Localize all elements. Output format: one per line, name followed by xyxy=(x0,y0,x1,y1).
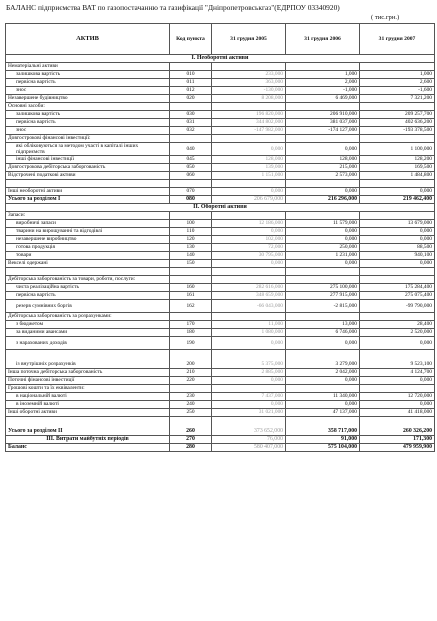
value-2006: 0,000 xyxy=(286,401,360,409)
row-code: 070 xyxy=(170,188,212,196)
table-row xyxy=(6,268,435,276)
row-code: 162 xyxy=(170,300,212,313)
value-2006: 6 746,000 xyxy=(286,329,360,337)
value-2006 xyxy=(286,313,360,321)
value-2006 xyxy=(286,63,360,71)
value-2007: 1 100,000 xyxy=(360,143,435,156)
row-code: 080 xyxy=(170,196,212,204)
row-code: 230 xyxy=(170,393,212,401)
row-code xyxy=(170,63,212,71)
row-code: 260 xyxy=(170,417,212,436)
row-label: Грошові кошти та їх еквіваленти: xyxy=(6,385,170,393)
row-label: Довгострокові фінансові інвестиції: xyxy=(6,135,170,143)
row-label: Нематеріальні активи xyxy=(6,63,170,71)
table-row xyxy=(6,228,435,236)
row-label: з нарахованих доходів xyxy=(6,337,170,350)
row-label: в іноземній валюті xyxy=(6,401,170,409)
value-2007 xyxy=(360,103,435,111)
value-2006: 358 717,000 xyxy=(286,417,360,436)
header-2005: 31 грудня 2005 xyxy=(212,24,286,55)
table-row xyxy=(6,300,435,313)
row-code: 240 xyxy=(170,401,212,409)
value-2007: 0,000 xyxy=(360,260,435,268)
table-row xyxy=(6,212,435,220)
value-2005: 5 375,000 xyxy=(212,350,286,369)
value-2007: 402 636,200 xyxy=(360,119,435,127)
value-2005: 344 802,000 xyxy=(212,119,286,127)
value-2006 xyxy=(286,276,360,284)
row-code xyxy=(170,180,212,188)
row-label: Інші необоротні активи xyxy=(6,188,170,196)
value-2006: 0,000 xyxy=(286,228,360,236)
table-row xyxy=(6,111,435,119)
row-code: 031 xyxy=(170,119,212,127)
value-2005 xyxy=(212,212,286,220)
row-label: залишкова вартість xyxy=(6,71,170,79)
value-2007: 1 484,800 xyxy=(360,172,435,180)
table-row xyxy=(6,164,435,172)
value-2006: 250,000 xyxy=(286,244,360,252)
value-2006: 11 579,000 xyxy=(286,220,360,228)
value-2005: 12 186,000 xyxy=(212,220,286,228)
value-2006: 0,000 xyxy=(286,337,360,350)
table-row xyxy=(6,236,435,244)
value-2006 xyxy=(286,385,360,393)
value-2007: 0,000 xyxy=(360,228,435,236)
value-2005: 11,000 xyxy=(212,321,286,329)
row-code: 060 xyxy=(170,172,212,180)
row-label: за виданими авансами xyxy=(6,329,170,337)
value-2006: 3 279,000 xyxy=(286,350,360,369)
value-2006: 0,000 xyxy=(286,188,360,196)
value-2007: 219 462,400 xyxy=(360,196,435,204)
table-row xyxy=(6,369,435,377)
value-2006: -174 127,000 xyxy=(286,127,360,135)
row-code: 270 xyxy=(170,436,212,444)
total-row xyxy=(6,196,435,204)
value-2007 xyxy=(360,385,435,393)
value-2005: 206 679,000 xyxy=(212,196,286,204)
value-2006: 91,000 xyxy=(286,436,360,444)
value-2005: -130,000 xyxy=(212,87,286,95)
value-2007: 2,600 xyxy=(360,79,435,87)
value-2005 xyxy=(212,385,286,393)
value-2006: 2 573,000 xyxy=(286,172,360,180)
row-label: з бюджетом xyxy=(6,321,170,329)
value-2007 xyxy=(360,276,435,284)
row-label: первісна вартість xyxy=(6,292,170,300)
section-title: ІІ. Оборотні активи xyxy=(6,204,435,212)
value-2005: 1 080,000 xyxy=(212,329,286,337)
value-2007: -99 790,000 xyxy=(360,300,435,313)
row-code: 220 xyxy=(170,377,212,385)
value-2007: 128,200 xyxy=(360,156,435,164)
value-2007: 0,000 xyxy=(360,401,435,409)
value-2007 xyxy=(360,135,435,143)
value-2007: 9 523,100 xyxy=(360,350,435,369)
value-2005: 0,000 xyxy=(212,188,286,196)
value-2006: 6 469,000 xyxy=(286,95,360,103)
value-2007: 7 321,200 xyxy=(360,95,435,103)
value-2007: -193 378,500 xyxy=(360,127,435,135)
section-header-row xyxy=(6,204,435,212)
value-2005: 1 151,000 xyxy=(212,172,286,180)
table-row xyxy=(6,409,435,417)
table-row xyxy=(6,79,435,87)
balance-table xyxy=(5,23,435,452)
row-label: Дебіторська заборгованість за товари, роботи, послуги: xyxy=(6,276,170,284)
value-2005: 8 208,000 xyxy=(212,95,286,103)
value-2007: 171,300 xyxy=(360,436,435,444)
header-2007: 31 грудня 2007 xyxy=(360,24,435,55)
row-code: 110 xyxy=(170,228,212,236)
value-2005: 0,000 xyxy=(212,260,286,268)
value-2007: 13 679,000 xyxy=(360,220,435,228)
value-2005: 76,000 xyxy=(212,436,286,444)
value-2007: 940,100 xyxy=(360,252,435,260)
table-row xyxy=(6,87,435,95)
total-row xyxy=(6,436,435,444)
value-2007 xyxy=(360,212,435,220)
row-code: 130 xyxy=(170,244,212,252)
row-code: 050 xyxy=(170,164,212,172)
value-2006: 277 915,000 xyxy=(286,292,360,300)
table-row xyxy=(6,321,435,329)
value-2007: 12 720,000 xyxy=(360,393,435,401)
value-2006: 216 296,000 xyxy=(286,196,360,204)
row-label: Відстрочені податкові активи xyxy=(6,172,170,180)
value-2005: 196 820,000 xyxy=(212,111,286,119)
row-label: Усього за розділом І xyxy=(6,196,170,204)
row-label: Незавершене будівництво xyxy=(6,95,170,103)
row-code xyxy=(170,135,212,143)
header-aktiv: АКТИВ xyxy=(6,24,170,55)
table-row xyxy=(6,393,435,401)
table-row xyxy=(6,172,435,180)
row-code: 040 xyxy=(170,143,212,156)
value-2006: 0,000 xyxy=(286,260,360,268)
table-row xyxy=(6,401,435,409)
row-code xyxy=(170,103,212,111)
table-row xyxy=(6,276,435,284)
value-2005 xyxy=(212,313,286,321)
value-2005: 0,000 xyxy=(212,228,286,236)
row-code xyxy=(170,212,212,220)
value-2005 xyxy=(212,103,286,111)
value-2005: 363,000 xyxy=(212,79,286,87)
value-2006 xyxy=(286,180,360,188)
value-2005 xyxy=(212,276,286,284)
value-2007 xyxy=(360,313,435,321)
row-label: Усього за розділом ІІ xyxy=(6,417,170,436)
value-2006: -2 815,000 xyxy=(286,300,360,313)
row-code: 012 xyxy=(170,87,212,95)
value-2007 xyxy=(360,180,435,188)
value-2005: -66 043,000 xyxy=(212,300,286,313)
row-code: 100 xyxy=(170,220,212,228)
table-row xyxy=(6,313,435,321)
table-row xyxy=(6,95,435,103)
total-row xyxy=(6,444,435,452)
value-2007: 4 124,700 xyxy=(360,369,435,377)
row-label: тварини на вирощуванні та відгодівлі xyxy=(6,228,170,236)
row-code: 020 xyxy=(170,95,212,103)
value-2007 xyxy=(360,63,435,71)
value-2005: 348 659,000 xyxy=(212,292,286,300)
table-row xyxy=(6,220,435,228)
row-label: Інша поточна дебіторська заборгованість xyxy=(6,369,170,377)
value-2007: 0,000 xyxy=(360,236,435,244)
value-2006: 575 104,000 xyxy=(286,444,360,452)
value-2006: 0,000 xyxy=(286,377,360,385)
section-title: І. Необоротні активи xyxy=(6,55,435,63)
row-code: 140 xyxy=(170,252,212,260)
value-2005: 233,000 xyxy=(212,71,286,79)
row-label: Довгострокова дебіторська заборгованість xyxy=(6,164,170,172)
value-2007: 479 959,900 xyxy=(360,444,435,452)
row-code: 280 xyxy=(170,444,212,452)
value-2005: 102,000 xyxy=(212,236,286,244)
value-2006: 1 231,000 xyxy=(286,252,360,260)
value-2006: 206 910,000 xyxy=(286,111,360,119)
row-label: інші фінансові інвестиції xyxy=(6,156,170,164)
table-row xyxy=(6,377,435,385)
value-2007: 275 075,400 xyxy=(360,292,435,300)
value-2006: 215,000 xyxy=(286,164,360,172)
value-2006: 1,000 xyxy=(286,71,360,79)
value-2005: 139,000 xyxy=(212,164,286,172)
value-2005: 72,000 xyxy=(212,244,286,252)
row-label: первісна вартість xyxy=(6,119,170,127)
value-2006: 2,000 xyxy=(286,79,360,87)
table-row xyxy=(6,252,435,260)
row-label: Баланс xyxy=(6,444,170,452)
row-label: чиста реалізаційна вартість xyxy=(6,284,170,292)
row-code: 120 xyxy=(170,236,212,244)
value-2006: 381 037,000 xyxy=(286,119,360,127)
value-2007: 2 520,000 xyxy=(360,329,435,337)
value-2005 xyxy=(212,135,286,143)
table-row xyxy=(6,119,435,127)
table-row xyxy=(6,63,435,71)
table-row xyxy=(6,260,435,268)
row-code: 045 xyxy=(170,156,212,164)
value-2007: 0,000 xyxy=(360,188,435,196)
table-row xyxy=(6,103,435,111)
row-label: залишкова вартість xyxy=(6,111,170,119)
value-2007: 28,400 xyxy=(360,321,435,329)
value-2006: 13,000 xyxy=(286,321,360,329)
row-code: 032 xyxy=(170,127,212,135)
row-code: 161 xyxy=(170,292,212,300)
table-row xyxy=(6,337,435,350)
row-code: 170 xyxy=(170,321,212,329)
row-code: 180 xyxy=(170,329,212,337)
row-label: Поточні фінансові інвестиції xyxy=(6,377,170,385)
document-title: БАЛАНС підприємства ВАТ по газопостачанню та газифікації "Дніпропетровськгаз"(ЕДРПОУ 03340920) xyxy=(6,3,340,12)
section-header-row xyxy=(6,55,435,63)
row-label: Основні засоби: xyxy=(6,103,170,111)
value-2006 xyxy=(286,103,360,111)
total-row xyxy=(6,417,435,436)
row-label: Дебіторська заборгованість за розрахунками: xyxy=(6,313,170,321)
row-code: 200 xyxy=(170,350,212,369)
value-2005: 282 616,000 xyxy=(212,284,286,292)
table-row xyxy=(6,292,435,300)
value-2007: 0,000 xyxy=(360,377,435,385)
value-2005: 373 652,000 xyxy=(212,417,286,436)
value-2005: 128,000 xyxy=(212,156,286,164)
row-label: знос xyxy=(6,87,170,95)
value-2006 xyxy=(286,135,360,143)
table-row xyxy=(6,284,435,292)
row-label: Запаси: xyxy=(6,212,170,220)
value-2005: 0,000 xyxy=(212,377,286,385)
row-code: 250 xyxy=(170,409,212,417)
table-row xyxy=(6,127,435,135)
row-label: виробничі запаси xyxy=(6,220,170,228)
row-label xyxy=(6,268,170,276)
value-2005: 0,000 xyxy=(212,401,286,409)
value-2006 xyxy=(286,212,360,220)
row-code: 160 xyxy=(170,284,212,292)
table-row xyxy=(6,180,435,188)
row-code xyxy=(170,268,212,276)
table-row xyxy=(6,244,435,252)
row-code: 011 xyxy=(170,79,212,87)
value-2006: 128,000 xyxy=(286,156,360,164)
value-2007: -1,600 xyxy=(360,87,435,95)
value-2007: 175 284,400 xyxy=(360,284,435,292)
row-label xyxy=(6,180,170,188)
value-2007: 41 418,000 xyxy=(360,409,435,417)
value-2005: 2 885,000 xyxy=(212,369,286,377)
row-label: знос xyxy=(6,127,170,135)
value-2005: 580 407,000 xyxy=(212,444,286,452)
table-row xyxy=(6,135,435,143)
table-row xyxy=(6,143,435,156)
value-2006: 0,000 xyxy=(286,236,360,244)
row-label: первісна вартість xyxy=(6,79,170,87)
value-2007: 88,500 xyxy=(360,244,435,252)
row-label: Інші оборотні активи xyxy=(6,409,170,417)
value-2005: 0,000 xyxy=(212,337,286,350)
row-code: 010 xyxy=(170,71,212,79)
value-2005: 31 021,000 xyxy=(212,409,286,417)
row-label: Векселі одержані xyxy=(6,260,170,268)
value-2005 xyxy=(212,268,286,276)
table-row xyxy=(6,156,435,164)
table-row xyxy=(6,329,435,337)
row-code xyxy=(170,276,212,284)
value-2007: 169,500 xyxy=(360,164,435,172)
value-2007 xyxy=(360,268,435,276)
table-row xyxy=(6,385,435,393)
value-2006: 275 100,000 xyxy=(286,284,360,292)
value-2007: 260 326,200 xyxy=(360,417,435,436)
row-code: 190 xyxy=(170,337,212,350)
row-label: резерв сумнівних боргів xyxy=(6,300,170,313)
row-label: ІІІ. Витрати майбутніх періодів xyxy=(6,436,170,444)
value-2007: 0,000 xyxy=(360,337,435,350)
row-label: товари xyxy=(6,252,170,260)
value-2005: 7 437,000 xyxy=(212,393,286,401)
value-2006: 0,000 xyxy=(286,143,360,156)
header-2006: 31 грудня 2006 xyxy=(286,24,360,55)
row-code: 030 xyxy=(170,111,212,119)
row-code: 150 xyxy=(170,260,212,268)
units-note: ( тис.грн.) xyxy=(371,14,400,21)
row-code xyxy=(170,313,212,321)
value-2005 xyxy=(212,63,286,71)
value-2006: -1,000 xyxy=(286,87,360,95)
row-label: які обліковуються за методом участі в капіталі інших підприємств xyxy=(6,143,170,156)
header-code: Код пункта xyxy=(170,24,212,55)
value-2006: 11 340,000 xyxy=(286,393,360,401)
value-2005 xyxy=(212,180,286,188)
value-2005: 0,000 xyxy=(212,143,286,156)
value-2005: 30 795,000 xyxy=(212,252,286,260)
value-2007: 1,000 xyxy=(360,71,435,79)
table-row xyxy=(6,188,435,196)
row-code xyxy=(170,385,212,393)
row-label: із внутрішніх розрахунків xyxy=(6,350,170,369)
table-row xyxy=(6,71,435,79)
value-2006: 2 042,000 xyxy=(286,369,360,377)
table-row xyxy=(6,350,435,369)
row-label: в національній валюті xyxy=(6,393,170,401)
row-label: готова продукція xyxy=(6,244,170,252)
value-2005: -147 982,000 xyxy=(212,127,286,135)
value-2006 xyxy=(286,268,360,276)
value-2007: 209 257,700 xyxy=(360,111,435,119)
row-label: незавершене виробництво xyxy=(6,236,170,244)
value-2006: 47 137,000 xyxy=(286,409,360,417)
row-code: 210 xyxy=(170,369,212,377)
balance-table-body xyxy=(6,55,435,452)
